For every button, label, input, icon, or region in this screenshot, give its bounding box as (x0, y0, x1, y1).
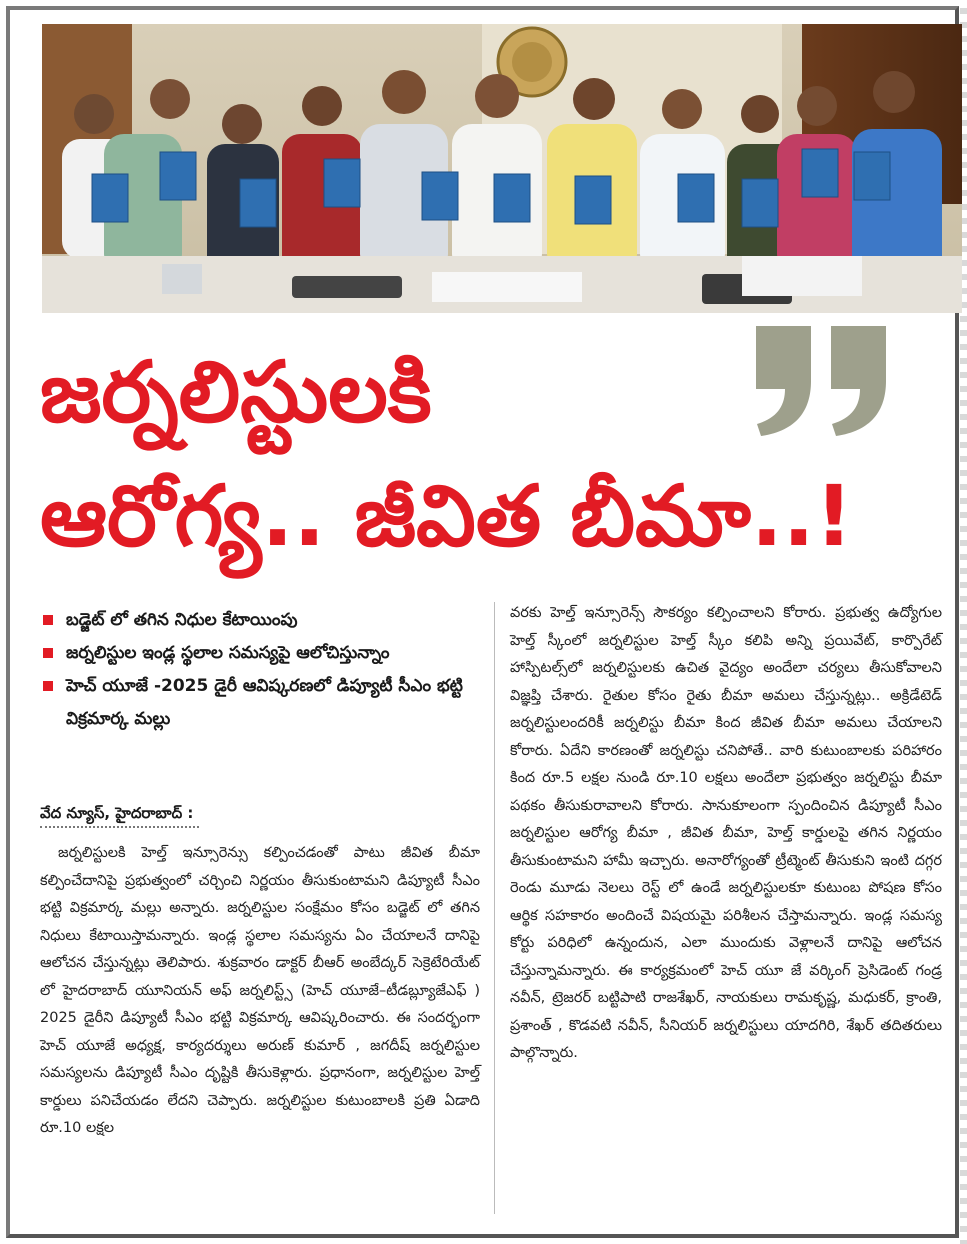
byline: వేద న్యూస్, హైదరాబాద్ : (40, 800, 199, 828)
bullet-square-icon (43, 648, 53, 658)
column-divider (494, 602, 495, 1214)
highlights-list (40, 604, 480, 736)
headline-line-2: ఆరోగ్య.. జీవిత బీమా..! (40, 467, 854, 565)
headline (40, 330, 940, 578)
bullet-square-icon (43, 615, 53, 625)
photo-illustration (42, 24, 962, 313)
article-column-left: జర్నలిస్టులకి హెల్త్ ఇన్సూరెన్సు కల్పించడంతో పాటు జీవిత బీమా కల్పించేదానిపై ప్రభుత్వంలో చర్చించి నిర్ణయం తీసుకుంటామని డిప్యూటీ సీఎం భట్టి విక్రమార్క మల్లు అన్నారు. జర్నలిస్టుల సంక్షేమం కోసం బడ్జెట్ లో తగిన నిధులు కేటాయిస్తామన్నారు. ఇండ్ల స్థలాల సమస్యను ఏం చేయాలనే దానిపై ఆలోచన చేస్తున్నట్లు తెలిపారు. శుక్రవారం డాక్టర్ బీఆర్ అంబేద్కర్ సెక్రెటేరియేట్ లో హైదరాబాద్ యూనియన్ అఫ్ జర్నలిస్ట్స్ (హెచ్ యూజే–టీడబ్ల్యూజేఎఫ్ ) 2025 డైరీని డిప్యూటీ సీఎం భట్టి విక్రమార్క ఆవిష్కరించారు. ఈ సందర్భంగా హెచ్ యూజే అధ్యక్ష, కార్యదర్శులు అరుణ్ కుమార్ , జగదీష్ జర్నలిస్టుల సమస్యలను డిప్యూటీ సీఎం దృష్టికి తీసుకెళ్లారు. ప్రధానంగా, జర్నలిస్టుల హెల్త్ కార్డులు పనిచేయడం లేదని చెప్పారు. జర్నలిస్టుల కుటుంబాలకి ప్రతి ఏడాది రూ.10 లక్షల (40, 845, 480, 1136)
highlight-item (40, 637, 480, 670)
highlight-text: హెచ్ యూజే -2025 డైరీ ఆవిష్కరణలో డిప్యూటీ సీఎం భట్టి విక్రమార్క మల్లు (66, 676, 463, 729)
highlight-item (40, 670, 480, 736)
highlight-item (40, 604, 480, 637)
bullet-square-icon (43, 681, 53, 691)
news-photo (42, 24, 962, 313)
highlight-text: జర్నలిస్టుల ఇండ్ల స్థలాల సమస్యపై ఆలోచిస్తున్నాం (66, 643, 390, 663)
headline-line-1: జర్నలిస్టులకి (40, 343, 432, 441)
highlight-text: బడ్జెట్ లో తగిన నిధుల కేటాయింపు (66, 610, 298, 630)
article-column-right: వరకు హెల్త్ ఇన్సూరెన్స్ సౌకర్యం కల్పించాలని కోరారు. ప్రభుత్వ ఉద్యోగుల హెల్త్ స్కీంలో జర్నలిస్టుల హెల్త్ స్కీం కలిపి అన్ని ప్రయివేట్, కార్పొరేట్ హాస్పిటల్స్‌లో జర్నలిస్టులకు ఉచిత వైద్యం అందేలా చర్యలు తీసుకోవాలని విజ్ఞప్తి చేశారు. రైతుల కోసం రైతు బీమా అమలు చేస్తున్నట్లు.. అక్రిడేటెడ్ జర్నలిస్టులందరికీ జర్నలిస్టు బీమా కింద జీవిత బీమా అమలు చేయాలని కోరారు. ఏదేని కారణంతో జర్నలిస్టు చనిపోతే.. వారి కుటుంబాలకు పరిహారం కింద రూ.5 లక్షల నుండి రూ.10 లక్షలు అందేలా ప్రభుత్వం జర్నలిస్టు బీమా పథకం తీసుకురావాలని కోరారు. సానుకూలంగా స్పందించిన డిప్యూటీ సీఎం జర్నలిస్టుల ఆరోగ్య బీమా , జీవిత బీమా, హెల్త్ కార్డులపై తగిన నిర్ణయం తీసుకుంటామని హామీ ఇచ్చారు. అనారోగ్యంతో ట్రీట్మెంట్ తీసుకుని ఇంటి దగ్గర రెండు మూడు నెలలు రెస్ట్ లో ఉండే జర్నలిస్టులకూ కుటుంబ పోషణ కోసం ఆర్థిక సహకారం అందించే విషయమై పరిశీలన చేస్తామన్నారు. ఇండ్ల సమస్య కోర్టు పరిధిలో ఉన్నందున, ఎలా ముందుకు వెళ్లాలనే దానిపై ఆలోచన చేస్తున్నామన్నారు. ఈ కార్యక్రమంలో హెచ్ యూ జే వర్కింగ్ ప్రెసిడెంట్ గండ్ర నవీన్, ట్రెజరర్ బట్టిపాటి రాజశేఖర్, నాయకులు రామకృష్ణ, మధుకర్, క్రాంతి, ప్రశాంత్ , కొడవటి నవీన్, సీనియర్ జర్నలిస్టులు యాదగిరి, శేఖర్ తదితరులు పాల్గొన్నారు. (510, 605, 942, 1061)
